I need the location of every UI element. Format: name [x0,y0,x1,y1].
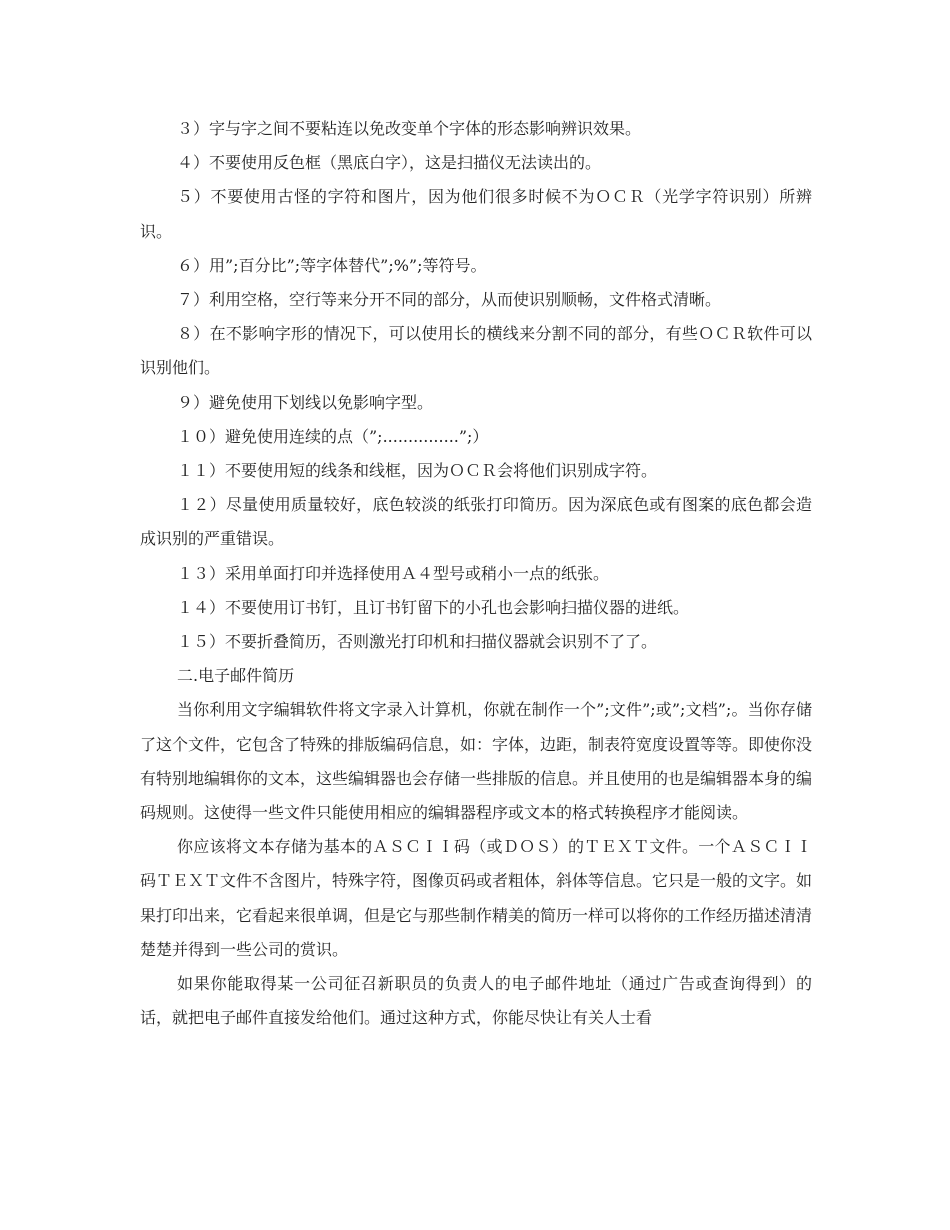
body-paragraph-file-format: 当你利用文字编辑软件将文字录入计算机，你就在制作一个”;文件”;或”;文档”;。当你存储了这个文件，它包含了特殊的排版编码信息，如：字体，边距，制表符宽度设置等等。即使你没有特别地编辑你的文本，这些编辑器也会存储一些排版的信息。并且使用的也是编辑器本身的编码规则。这使得一些文件只能使用相应的编辑器程序或文本的格式转换程序才能阅读。 [140,700,813,823]
paragraph-item-13: １３）采用单面打印并选择使用Ａ４型号或稍小一点的纸张。 [177,563,610,583]
paragraph-item-12: １２）尽量使用质量较好，底色较淡的纸张打印简历。因为深底色或有图案的底色都会造成识别的严重错误。 [140,495,812,549]
body-paragraph-ascii-text: 你应该将文本存储为基本的ＡＳＣＩＩ码（或ＤＯＳ）的ＴＥＸＴ文件。一个ＡＳＣＩＩ码ＴＥＸＴ文件不含图片，特殊字符，图像页码或者粗体，斜体等信息。它只是一般的文字。如果打印出来，它看起来很单调，但是它与那些制作精美的简历一样可以将你的工作经历描述清清楚楚并得到一些公司的赏识。 [140,837,813,959]
body-paragraph-send-email: 如果你能取得某一公司征召新职员的负责人的电子邮件地址（通过广告或查询得到）的话，就把电子邮件直接发给他们。通过这种方式，你能尽快让有关人士看 [140,974,812,1028]
document-body [140,112,812,1035]
paragraph-item-3: ３）字与字之间不要粘连以免改变单个字体的形态影响辨识效果。 [177,119,642,138]
paragraph-item-8: ８）在不影响字形的情况下，可以使用长的横线来分割不同的部分，有些ＯＣＲ软件可以识别他们。 [140,324,812,378]
paragraph-item-15: １５）不要折叠简历，否则激光打印机和扫描仪器就会识别不了了。 [177,632,658,652]
section-heading-email-resume: 二.电子邮件简历 [177,666,295,686]
paragraph-item-6: ６）用”;百分比”;等字体替代”;%”;等符号。 [177,255,487,275]
paragraph-item-4: ４）不要使用反色框（黑底白字），这是扫描仪无法读出的。 [177,153,602,173]
paragraph-item-14: １４）不要使用订书钉，且订书钉留下的小孔也会影响扫描仪器的进纸。 [177,597,690,617]
paragraph-item-9: ９）避免使用下划线以免影响字型。 [177,392,434,412]
paragraph-item-10: １０）避免使用连续的点（”;...............”;） [177,426,489,446]
paragraph-item-11: １１）不要使用短的线条和线框，因为ＯＣＲ会将他们识别成字符。 [177,461,658,481]
paragraph-item-5: ５）不要使用古怪的字符和图片，因为他们很多时候不为ＯＣＲ（光学字符识别）所辨识。 [140,187,812,241]
paragraph-item-7: ７）利用空格，空行等来分开不同的部分，从而使识别顺畅，文件格式清晰。 [177,290,722,310]
